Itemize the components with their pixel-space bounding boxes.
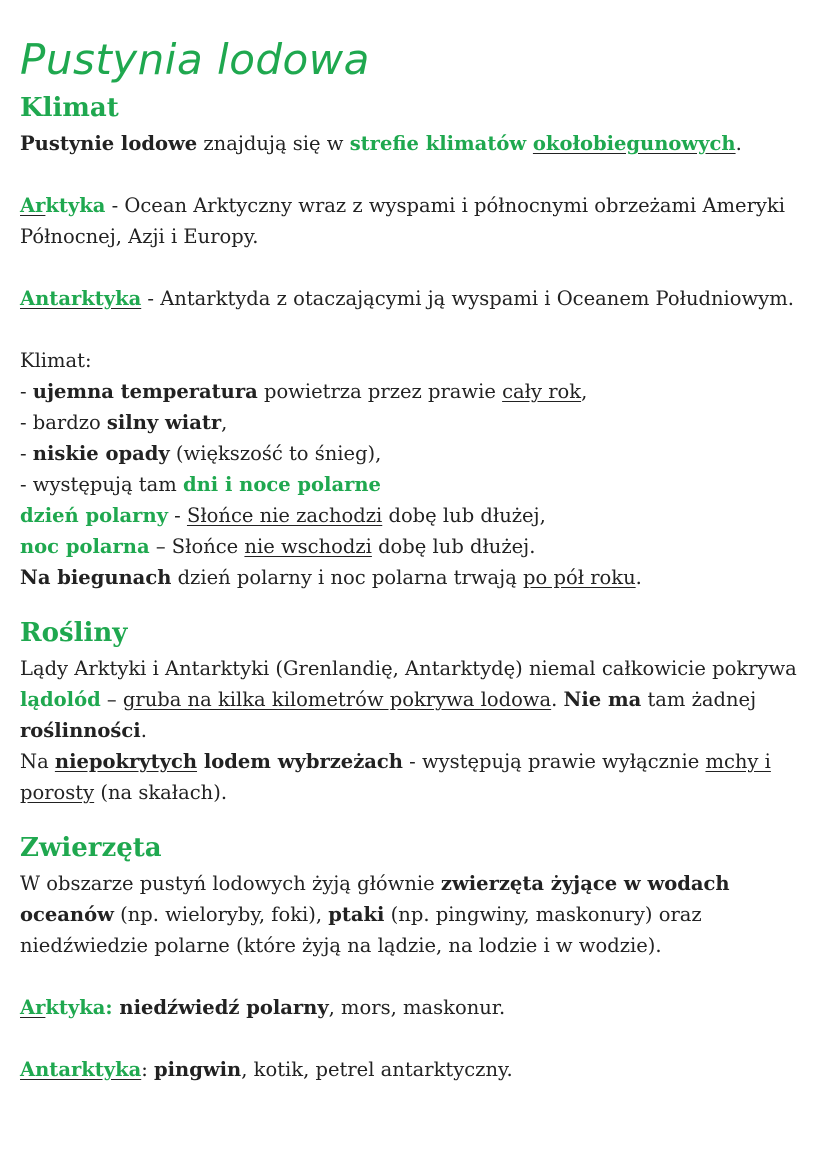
spacer: [20, 808, 810, 828]
page-title: Pustynia lodowa: [20, 35, 370, 84]
text: W obszarze pustyń lodowych żyją głównie: [20, 872, 441, 895]
term-noc-polarna: noc polarna: [20, 535, 150, 558]
klimat-antarktyka: [20, 283, 810, 314]
text: .: [635, 566, 642, 589]
text: , mors, maskonur.: [328, 996, 506, 1019]
text: (większość to śnieg),: [169, 442, 382, 465]
term-nie-wschodzi: nie wschodzi: [244, 535, 372, 558]
klimat-arktyka: [20, 190, 810, 252]
term-antarktyka: Antarktyka: [20, 287, 142, 310]
term-na-biegunach: Na biegunach: [20, 566, 172, 589]
text: .: [551, 688, 564, 711]
text: –: [100, 688, 123, 711]
klimat-line-5: [20, 500, 810, 531]
klimat-intro: [20, 128, 810, 159]
rosliny-para-1: [20, 653, 810, 746]
zwierzeta-antarktyka: [20, 1054, 810, 1085]
term-ptaki: ptaki: [328, 903, 385, 926]
term-niedzwiedz-polarny: niedźwiedź polarny: [119, 996, 329, 1019]
text: (np. wieloryby, foki),: [113, 903, 329, 926]
text: (np. pingwiny, maskonury) oraz niedźwiedzie polarne (które żyją na lądzie, na lodzie i w wodzie).: [20, 903, 702, 957]
term-niskie-opady: niskie opady: [32, 442, 170, 465]
text: – Słońce: [149, 535, 245, 558]
spacer: [20, 314, 810, 345]
spacer: [20, 1023, 810, 1054]
text: Na: [20, 750, 55, 773]
term-silny-wiatr: silny wiatr: [106, 411, 222, 434]
term-zwierzeta-oceanow: zwierzęta żyjące w wodach oceanów: [20, 872, 730, 926]
term-caly-rok: cały rok: [502, 380, 582, 403]
section-heading-zwierzeta: Zwierzęta: [20, 833, 162, 863]
klimat-line-4: [20, 469, 810, 500]
term-ladolod: lądolód: [20, 688, 101, 711]
klimat-line-6: [20, 531, 810, 562]
text: - Ocean Arktyczny wraz z wyspami i północnymi obrzeżami Ameryki Północnej, Azji i Europy.: [20, 194, 785, 248]
term-dni-i-noce-polarne: dni i noce polarne: [182, 473, 381, 496]
text: -: [20, 380, 33, 403]
term-strefie-klimatow: strefie klimatów: [349, 132, 533, 155]
term-arktyka-underlined: Ar: [20, 194, 46, 217]
term-ujemna-temperatura: ujemna temperatura: [32, 380, 258, 403]
term-mchy-i-porosty: mchy i porosty: [20, 750, 771, 804]
term-slonce-nie-zachodzi: Słońce nie zachodzi: [186, 504, 383, 527]
text: -: [167, 504, 187, 527]
term-gruba-pokrywa: gruba na kilka kilometrów pokrywa lodowa: [122, 688, 552, 711]
text: (na skałach).: [94, 781, 228, 804]
section-heading-rosliny: Rośliny: [20, 618, 128, 648]
text: Lądy Arktyki i Antarktyki (Grenlandię, Antarktydę) niemal całkowicie pokrywa: [20, 657, 797, 680]
text: dobę lub dłużej.: [371, 535, 536, 558]
term-arktyka-underlined: Ar: [20, 996, 46, 1019]
term-dzien-polarny: dzień polarny: [20, 504, 168, 527]
text: dobę lub dłużej,: [382, 504, 546, 527]
rosliny-para-2: [20, 746, 810, 808]
text: znajdują się w: [197, 132, 350, 155]
text: powietrza przez prawie: [257, 380, 503, 403]
text: ,: [581, 380, 588, 403]
text: , kotik, petrel antarktyczny.: [241, 1058, 513, 1081]
klimat-line-2: [20, 407, 810, 438]
term-arktyka: ktyka:: [45, 996, 120, 1019]
section-heading-klimat: Klimat: [20, 93, 119, 123]
text: - bardzo: [20, 411, 107, 434]
text: dzień polarny i noc polarna trwają: [171, 566, 524, 589]
spacer: [20, 961, 810, 992]
spacer: [20, 593, 810, 613]
text: - występują prawie wyłącznie: [402, 750, 706, 773]
text: .: [140, 719, 147, 742]
text: - Antarktyda z otaczającymi ją wyspami i Oceanem Południowym.: [141, 287, 794, 310]
text: ,: [221, 411, 228, 434]
zwierzeta-arktyka: [20, 992, 810, 1023]
zwierzeta-para-1: [20, 868, 810, 961]
term-niepokrytych: niepokrytych: [54, 750, 198, 773]
term-nie-ma: Nie ma: [563, 688, 642, 711]
text: .: [735, 132, 742, 155]
klimat-label: Klimat:: [20, 349, 92, 372]
text: :: [141, 1058, 154, 1081]
term-antarktyka: Antarktyka: [20, 1058, 142, 1081]
text: tam żadnej: [641, 688, 757, 711]
spacer: [20, 159, 810, 190]
text: - występują tam: [20, 473, 183, 496]
term-arktyka: ktyka: [45, 194, 106, 217]
term-po-pol-roku: po pół roku: [523, 566, 636, 589]
term-roslinnosci: roślinności: [20, 719, 141, 742]
klimat-line-7: [20, 562, 810, 593]
text: -: [20, 442, 33, 465]
term-pustynie-lodowe: Pustynie lodowe: [20, 132, 198, 155]
term-lodem-wybrzezach: lodem wybrzeżach: [197, 750, 403, 773]
term-okolobiegunowych: okołobiegunowych: [532, 132, 736, 155]
spacer: [20, 252, 810, 283]
term-pingwin: pingwin: [154, 1058, 242, 1081]
klimat-line-3: [20, 438, 810, 469]
klimat-line-1: [20, 376, 810, 407]
